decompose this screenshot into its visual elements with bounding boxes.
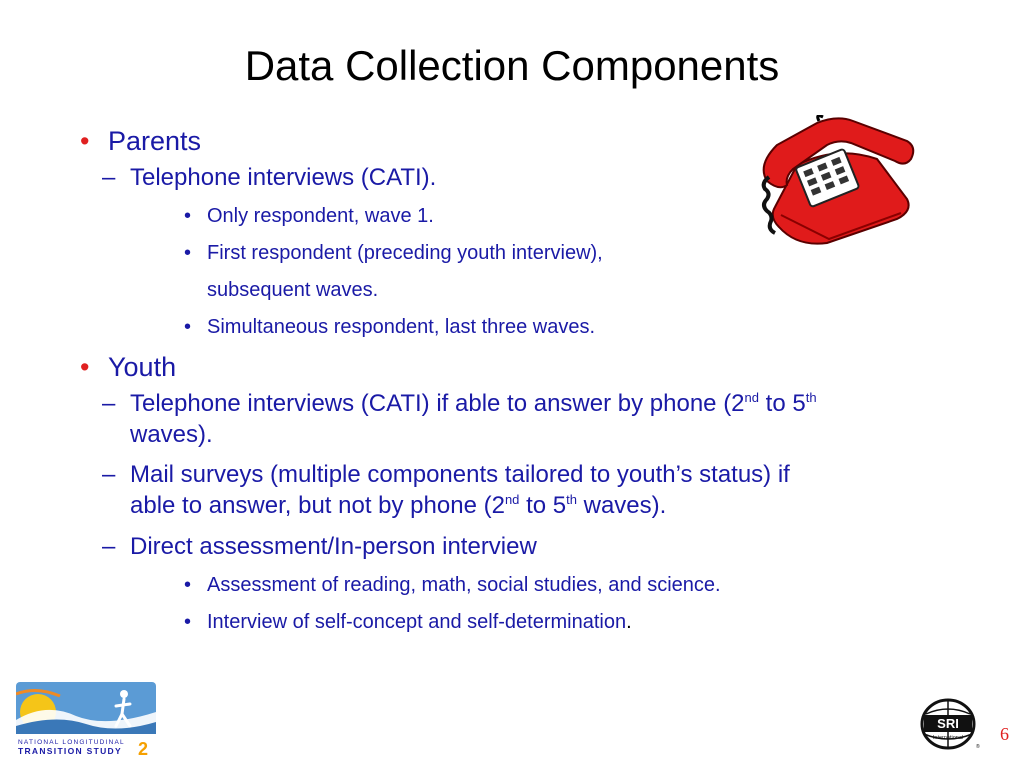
bullet-parents bbox=[80, 125, 201, 157]
red-telephone-icon bbox=[757, 115, 919, 245]
final-period: . bbox=[626, 611, 632, 633]
youth-item-text: Assessment of reading, math, social studies, and science. bbox=[207, 574, 721, 596]
dash-marker: – bbox=[102, 390, 116, 417]
sri-sub: International bbox=[932, 735, 964, 741]
parents-item-text: Only respondent, wave 1. bbox=[207, 205, 434, 227]
dash-marker: – bbox=[102, 533, 116, 560]
dash-marker: – bbox=[102, 461, 116, 488]
youth-mail-text: able to answer, but not by phone (2 bbox=[130, 492, 505, 519]
bullet-dot-icon: • bbox=[80, 126, 90, 156]
dash-marker: – bbox=[102, 164, 116, 191]
bullet-dot-icon: • bbox=[184, 574, 192, 596]
parents-item-text: subsequent waves. bbox=[207, 279, 379, 301]
parents-item-2-cont bbox=[184, 277, 378, 303]
nlts2-logo bbox=[16, 682, 156, 756]
ordinal-sup: nd bbox=[504, 492, 520, 507]
youth-mail bbox=[102, 459, 962, 521]
bullet-dot-icon: • bbox=[184, 205, 192, 227]
youth-mail-text: Mail surveys (multiple components tailored to youth’s status) if bbox=[130, 461, 790, 488]
youth-phone-text: Telephone interviews (CATI) if able to answer by phone (2 bbox=[130, 390, 745, 417]
parents-item-1 bbox=[184, 203, 434, 229]
bullet-dot-icon: • bbox=[184, 316, 192, 338]
youth-mail-text: waves). bbox=[576, 492, 667, 519]
bullet-youth bbox=[80, 351, 176, 383]
sri-logo bbox=[918, 698, 980, 752]
nlts-line2: TRANSITION STUDY bbox=[18, 746, 122, 756]
youth-item-2 bbox=[184, 609, 632, 635]
youth-mail-text: to 5 bbox=[519, 492, 567, 519]
youth-phone-text: waves). bbox=[130, 421, 213, 448]
svg-text:®: ® bbox=[976, 744, 980, 750]
parents-item-text: First respondent (preceding youth interview), bbox=[207, 242, 603, 264]
bullet-dot-icon: • bbox=[80, 352, 90, 382]
youth-phone bbox=[102, 388, 962, 450]
bullet-dot-icon: • bbox=[184, 242, 192, 264]
parents-heading: Parents bbox=[108, 126, 202, 156]
ordinal-sup: nd bbox=[744, 390, 759, 405]
youth-item-text: Interview of self-concept and self-determination bbox=[207, 611, 627, 633]
parents-item-2 bbox=[184, 240, 603, 266]
parents-item-text: Simultaneous respondent, last three waves. bbox=[207, 316, 595, 338]
youth-direct bbox=[102, 531, 962, 562]
slide-title: Data Collection Components bbox=[244, 42, 780, 89]
youth-heading: Youth bbox=[108, 352, 177, 382]
nlts-number: 2 bbox=[138, 739, 149, 756]
youth-phone-text: to 5 bbox=[759, 390, 806, 417]
bullet-dot-icon: • bbox=[184, 611, 192, 633]
ordinal-sup: th bbox=[566, 492, 577, 507]
youth-direct-text: Direct assessment/In-person interview bbox=[130, 533, 537, 560]
ordinal-sup: th bbox=[805, 390, 817, 405]
parents-item-3 bbox=[184, 314, 595, 340]
parents-method-text: Telephone interviews (CATI). bbox=[130, 164, 437, 191]
nlts-line1: NATIONAL LONGITUDINAL bbox=[18, 739, 125, 746]
page-number: 6 bbox=[1000, 724, 1009, 744]
youth-item-1 bbox=[184, 572, 721, 598]
sri-name: SRI bbox=[937, 716, 959, 731]
